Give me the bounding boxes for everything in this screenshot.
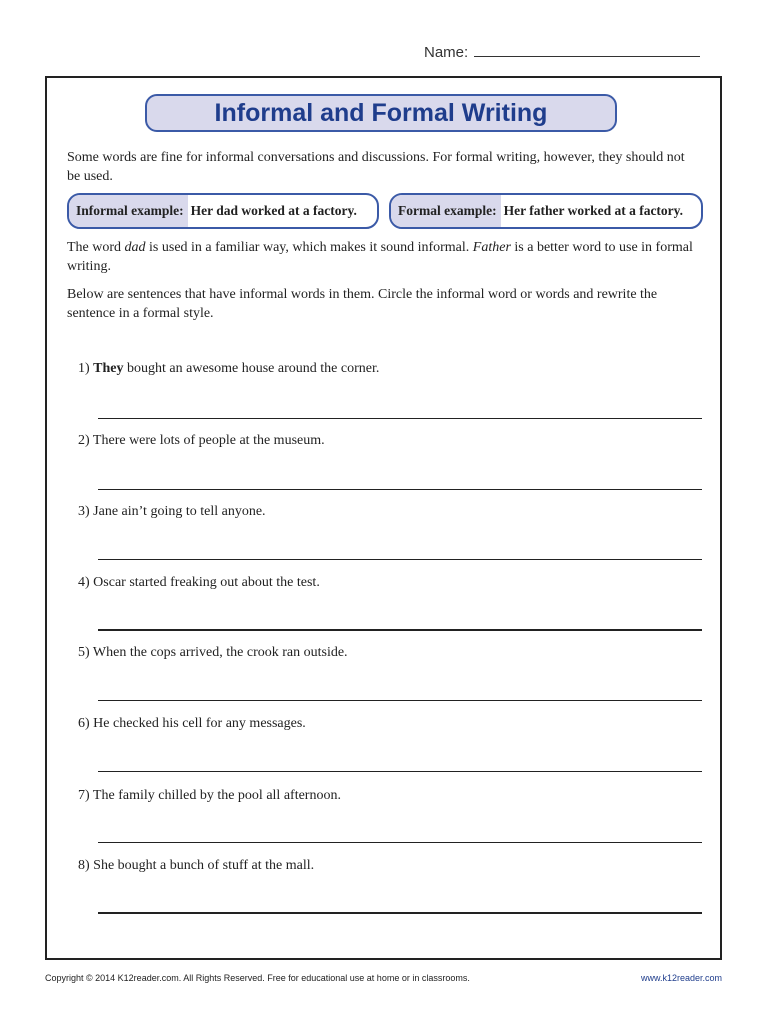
answer-line-1[interactable] [98, 418, 702, 419]
answer-line-5[interactable] [98, 700, 702, 701]
question-number: 6) [78, 716, 90, 731]
informal-example-box [67, 193, 379, 229]
question-number: 8) [78, 858, 90, 873]
name-field[interactable] [424, 42, 700, 61]
title-banner [145, 94, 617, 132]
worksheet-frame [45, 76, 722, 960]
informal-example-label: Informal example: [69, 195, 188, 227]
intro-paragraph: Some words are fine for informal conversations and discussions. For formal writing, however, they should not be used. [67, 150, 685, 184]
explanation-part3: is a better word to use in formal writing. [67, 240, 693, 274]
question-number: 1) [78, 361, 90, 376]
question-number: 3) [78, 504, 90, 519]
explanation-word-father: Father [472, 240, 511, 255]
website-link[interactable]: www.k12reader.com [640, 973, 722, 983]
answer-line-4[interactable] [98, 629, 702, 631]
question-number: 7) [78, 788, 90, 803]
question-5 [78, 643, 348, 662]
question-text: Oscar started freaking out about the test. [93, 575, 320, 590]
answer-line-7[interactable] [98, 842, 702, 843]
name-blank-line[interactable] [474, 42, 700, 57]
answer-line-2[interactable] [98, 489, 702, 490]
answer-line-6[interactable] [98, 771, 702, 772]
answer-line-8[interactable] [98, 912, 702, 914]
page-title: Informal and Formal Writing [214, 99, 548, 127]
explanation-word-dad: dad [124, 240, 146, 255]
question-text: She bought a bunch of stuff at the mall. [93, 858, 315, 873]
question-text: bought an awesome house around the corner. [123, 361, 380, 376]
explanation-part1: The word [67, 240, 125, 255]
question-text: He checked his cell for any messages. [93, 716, 306, 731]
question-text: There were lots of people at the museum. [92, 433, 325, 448]
question-2 [78, 431, 325, 450]
question-8 [78, 856, 314, 875]
copyright-notice: Copyright © 2014 K12reader.com. All Rights Reserved. Free for educational use at home or in classrooms. [45, 973, 470, 983]
formal-example-text: Her father worked at a factory. [503, 203, 684, 218]
question-1 [78, 359, 379, 378]
question-text: When the cops arrived, the crook ran outside. [92, 645, 348, 660]
instructions-paragraph: Below are sentences that have informal words in them. Circle the informal word or words and rewrite the sentence in a formal style. [67, 287, 658, 321]
question-number: 4) [78, 575, 90, 590]
question-4 [78, 573, 320, 592]
explanation-paragraph [67, 238, 697, 276]
name-label: Name: [424, 44, 469, 61]
question-text: The family chilled by the pool all afternoon. [92, 788, 341, 803]
question-emphasis: They [93, 361, 124, 376]
question-3 [78, 502, 266, 521]
question-6 [78, 714, 306, 733]
explanation-part2: is used in a familiar way, which makes it sound informal. [145, 240, 473, 255]
question-text: Jane ain’t going to tell anyone. [93, 504, 266, 519]
question-7 [78, 786, 341, 805]
question-number: 5) [78, 645, 90, 660]
formal-example-box [389, 193, 703, 229]
informal-example-text: Her dad worked at a factory. [190, 203, 357, 218]
question-number: 2) [78, 433, 90, 448]
formal-example-label: Formal example: [391, 195, 501, 227]
answer-line-3[interactable] [98, 559, 702, 560]
